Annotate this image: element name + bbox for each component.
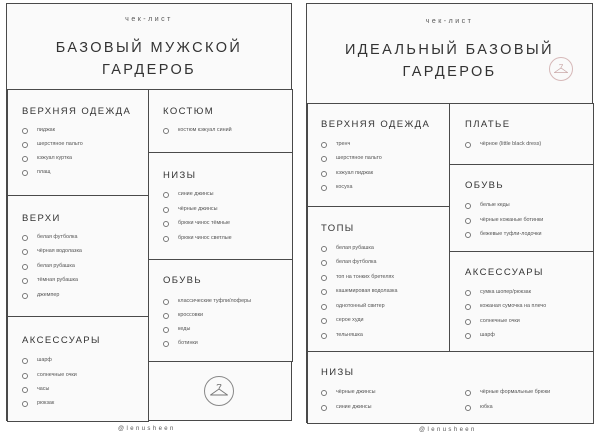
circle-checkbox-icon[interactable]: [321, 390, 327, 396]
left-title-line2: ГАРДЕРОБ: [101, 62, 197, 78]
left-accessories-item[interactable]: рюкзак: [22, 400, 54, 407]
left-tops-title: ВЕРХИ: [22, 213, 61, 224]
circle-checkbox-icon[interactable]: [321, 275, 327, 281]
left-bottoms-item[interactable]: брюки чинос светлые: [163, 235, 232, 242]
circle-checkbox-icon[interactable]: [22, 235, 28, 241]
circle-checkbox-icon[interactable]: [465, 304, 471, 310]
right-tops-item[interactable]: однотонный свитер: [321, 303, 385, 310]
left-accessories-title: АКСЕССУАРЫ: [22, 335, 101, 346]
circle-checkbox-icon[interactable]: [321, 142, 327, 148]
circle-checkbox-icon[interactable]: [22, 264, 28, 270]
right-bottoms-title: НИЗЫ: [321, 367, 355, 378]
left-bottoms-section: [148, 152, 293, 260]
left-shoes-item[interactable]: кеды: [163, 326, 190, 333]
left-bottoms-item[interactable]: синие джинсы: [163, 191, 214, 198]
left-tops-item[interactable]: чёрная водолазка: [22, 248, 82, 255]
right-shoes-item[interactable]: бежевые туфли-лодочки: [465, 231, 542, 238]
left-credit: @lenusheen: [118, 426, 176, 432]
right-outerwear-item[interactable]: кэжуал пиджак: [321, 170, 373, 177]
left-shoes-item[interactable]: ботинки: [163, 340, 198, 347]
right-title-line1: ИДЕАЛЬНЫЙ БАЗОВЫЙ: [344, 42, 554, 58]
circle-checkbox-icon[interactable]: [163, 192, 169, 198]
circle-checkbox-icon[interactable]: [22, 373, 28, 379]
right-title-line2: ГАРДЕРОБ: [402, 64, 497, 80]
right-outerwear-item[interactable]: тренч: [321, 141, 350, 148]
left-shoes-title: ОБУВЬ: [163, 275, 203, 286]
left-bottoms-title: НИЗЫ: [163, 170, 197, 181]
right-accessories-item[interactable]: шарф: [465, 332, 495, 339]
circle-checkbox-icon[interactable]: [163, 221, 169, 227]
right-accessories-title: АКСЕССУАРЫ: [465, 267, 544, 278]
circle-checkbox-icon[interactable]: [321, 333, 327, 339]
right-tops-item[interactable]: кашемировая водолазка: [321, 288, 397, 295]
left-outerwear-item[interactable]: плащ: [22, 169, 51, 176]
left-shoes-item[interactable]: классические туфли/лоферы: [163, 298, 251, 305]
circle-checkbox-icon[interactable]: [163, 207, 169, 213]
right-bottoms-section: [307, 351, 594, 424]
right-bottoms-item[interactable]: синие джинсы: [321, 404, 372, 411]
left-accessories-item[interactable]: солнечные очки: [22, 372, 77, 379]
left-shoes-item[interactable]: кроссовки: [163, 312, 203, 319]
circle-checkbox-icon[interactable]: [465, 232, 471, 238]
circle-checkbox-icon[interactable]: [22, 128, 28, 134]
right-outerwear-item[interactable]: косуха: [321, 184, 352, 191]
circle-checkbox-icon[interactable]: [22, 142, 28, 148]
left-accessories-item[interactable]: часы: [22, 386, 49, 393]
circle-checkbox-icon[interactable]: [321, 260, 327, 266]
circle-checkbox-icon[interactable]: [465, 333, 471, 339]
left-title-line1: БАЗОВЫЙ МУЖСКОЙ: [55, 40, 243, 56]
left-accessories-section: [7, 316, 149, 422]
right-tops-item[interactable]: тельняшка: [321, 332, 363, 339]
circle-checkbox-icon[interactable]: [22, 249, 28, 255]
right-dress-item[interactable]: чёрное (little black dress): [465, 141, 541, 148]
circle-checkbox-icon[interactable]: [163, 327, 169, 333]
left-bottoms-item[interactable]: чёрные джинсы: [163, 206, 217, 213]
hanger-icon: [549, 57, 573, 81]
circle-checkbox-icon[interactable]: [465, 218, 471, 224]
right-title: [307, 39, 592, 83]
right-accessories-item[interactable]: кожаная сумочка на плечо: [465, 303, 546, 310]
left-tops-item[interactable]: джемпер: [22, 292, 59, 299]
circle-checkbox-icon[interactable]: [465, 203, 471, 209]
right-outerwear-title: ВЕРХНЯЯ ОДЕЖДА: [321, 119, 431, 130]
right-outerwear-section: [307, 103, 450, 207]
right-shoes-item[interactable]: белые кеды: [465, 202, 510, 209]
circle-checkbox-icon[interactable]: [163, 299, 169, 305]
left-suit-title: КОСТЮМ: [163, 106, 215, 117]
left-outerwear-title: ВЕРХНЯЯ ОДЕЖДА: [22, 106, 132, 117]
right-tops-item[interactable]: топ на тонких бретелях: [321, 274, 394, 281]
left-checklist-sheet: [6, 3, 292, 421]
right-outerwear-item[interactable]: шерстяное пальто: [321, 155, 382, 162]
right-checklist-sheet: [306, 3, 593, 423]
left-suit-item[interactable]: костюм кэжуал синий: [163, 127, 232, 134]
circle-checkbox-icon[interactable]: [465, 319, 471, 325]
right-dress-section: [449, 103, 594, 165]
circle-checkbox-icon[interactable]: [321, 246, 327, 252]
right-accessories-item[interactable]: солнечные очки: [465, 318, 520, 325]
left-suit-section: [148, 89, 293, 153]
right-tops-item[interactable]: белая футболка: [321, 259, 377, 266]
left-eyebrow: чек-лист: [125, 16, 173, 23]
left-shoes-section: [148, 259, 293, 362]
circle-checkbox-icon[interactable]: [22, 387, 28, 393]
right-tops-item[interactable]: серое худи: [321, 317, 364, 324]
left-outerwear-item[interactable]: шерстяное пальто: [22, 141, 83, 148]
right-tops-section: [307, 206, 450, 352]
circle-checkbox-icon[interactable]: [22, 401, 28, 407]
left-tops-section: [7, 195, 149, 317]
right-dress-title: ПЛАТЬЕ: [465, 119, 511, 130]
right-bottoms-item[interactable]: юбка: [465, 404, 493, 411]
left-tops-item[interactable]: белая рубашка: [22, 263, 75, 270]
circle-checkbox-icon[interactable]: [321, 185, 327, 191]
right-credit: @lenusheen: [419, 427, 477, 433]
circle-checkbox-icon[interactable]: [465, 290, 471, 296]
hanger-icon: [204, 376, 234, 406]
circle-checkbox-icon[interactable]: [321, 318, 327, 324]
right-shoes-section: [449, 164, 594, 252]
left-outerwear-section: [7, 89, 149, 196]
left-tops-item[interactable]: тёмная рубашка: [22, 277, 78, 284]
circle-checkbox-icon[interactable]: [22, 278, 28, 284]
circle-checkbox-icon[interactable]: [163, 236, 169, 242]
right-shoes-title: ОБУВЬ: [465, 180, 505, 191]
circle-checkbox-icon[interactable]: [465, 142, 471, 148]
circle-checkbox-icon[interactable]: [465, 390, 471, 396]
right-tops-title: ТОПЫ: [321, 223, 355, 234]
right-bottoms-item[interactable]: чёрные формальные брюки: [465, 389, 550, 396]
circle-checkbox-icon[interactable]: [22, 170, 28, 176]
right-eyebrow: чек-лист: [425, 18, 474, 25]
circle-checkbox-icon[interactable]: [163, 341, 169, 347]
circle-checkbox-icon[interactable]: [321, 156, 327, 162]
circle-checkbox-icon[interactable]: [321, 405, 327, 411]
circle-checkbox-icon[interactable]: [22, 358, 28, 364]
circle-checkbox-icon[interactable]: [22, 156, 28, 162]
circle-checkbox-icon[interactable]: [163, 128, 169, 134]
right-shoes-item[interactable]: чёрные кожаные ботинки: [465, 217, 543, 224]
circle-checkbox-icon[interactable]: [321, 304, 327, 310]
left-bottoms-item[interactable]: брюки чинос тёмные: [163, 220, 230, 227]
circle-checkbox-icon[interactable]: [163, 313, 169, 319]
circle-checkbox-icon[interactable]: [321, 289, 327, 295]
circle-checkbox-icon[interactable]: [321, 171, 327, 177]
left-accessories-item[interactable]: шарф: [22, 357, 52, 364]
right-bottoms-item[interactable]: чёрные джинсы: [321, 389, 375, 396]
left-outerwear-item[interactable]: пиджак: [22, 127, 55, 134]
left-tops-item[interactable]: белая футболка: [22, 234, 78, 241]
right-tops-item[interactable]: белая рубашка: [321, 245, 374, 252]
right-accessories-item[interactable]: сумка шопер/рюкзак: [465, 289, 531, 296]
left-title: [7, 37, 291, 81]
circle-checkbox-icon[interactable]: [465, 405, 471, 411]
left-outerwear-item[interactable]: кэжуал куртка: [22, 155, 72, 162]
right-accessories-section: [449, 251, 594, 352]
circle-checkbox-icon[interactable]: [22, 293, 28, 299]
